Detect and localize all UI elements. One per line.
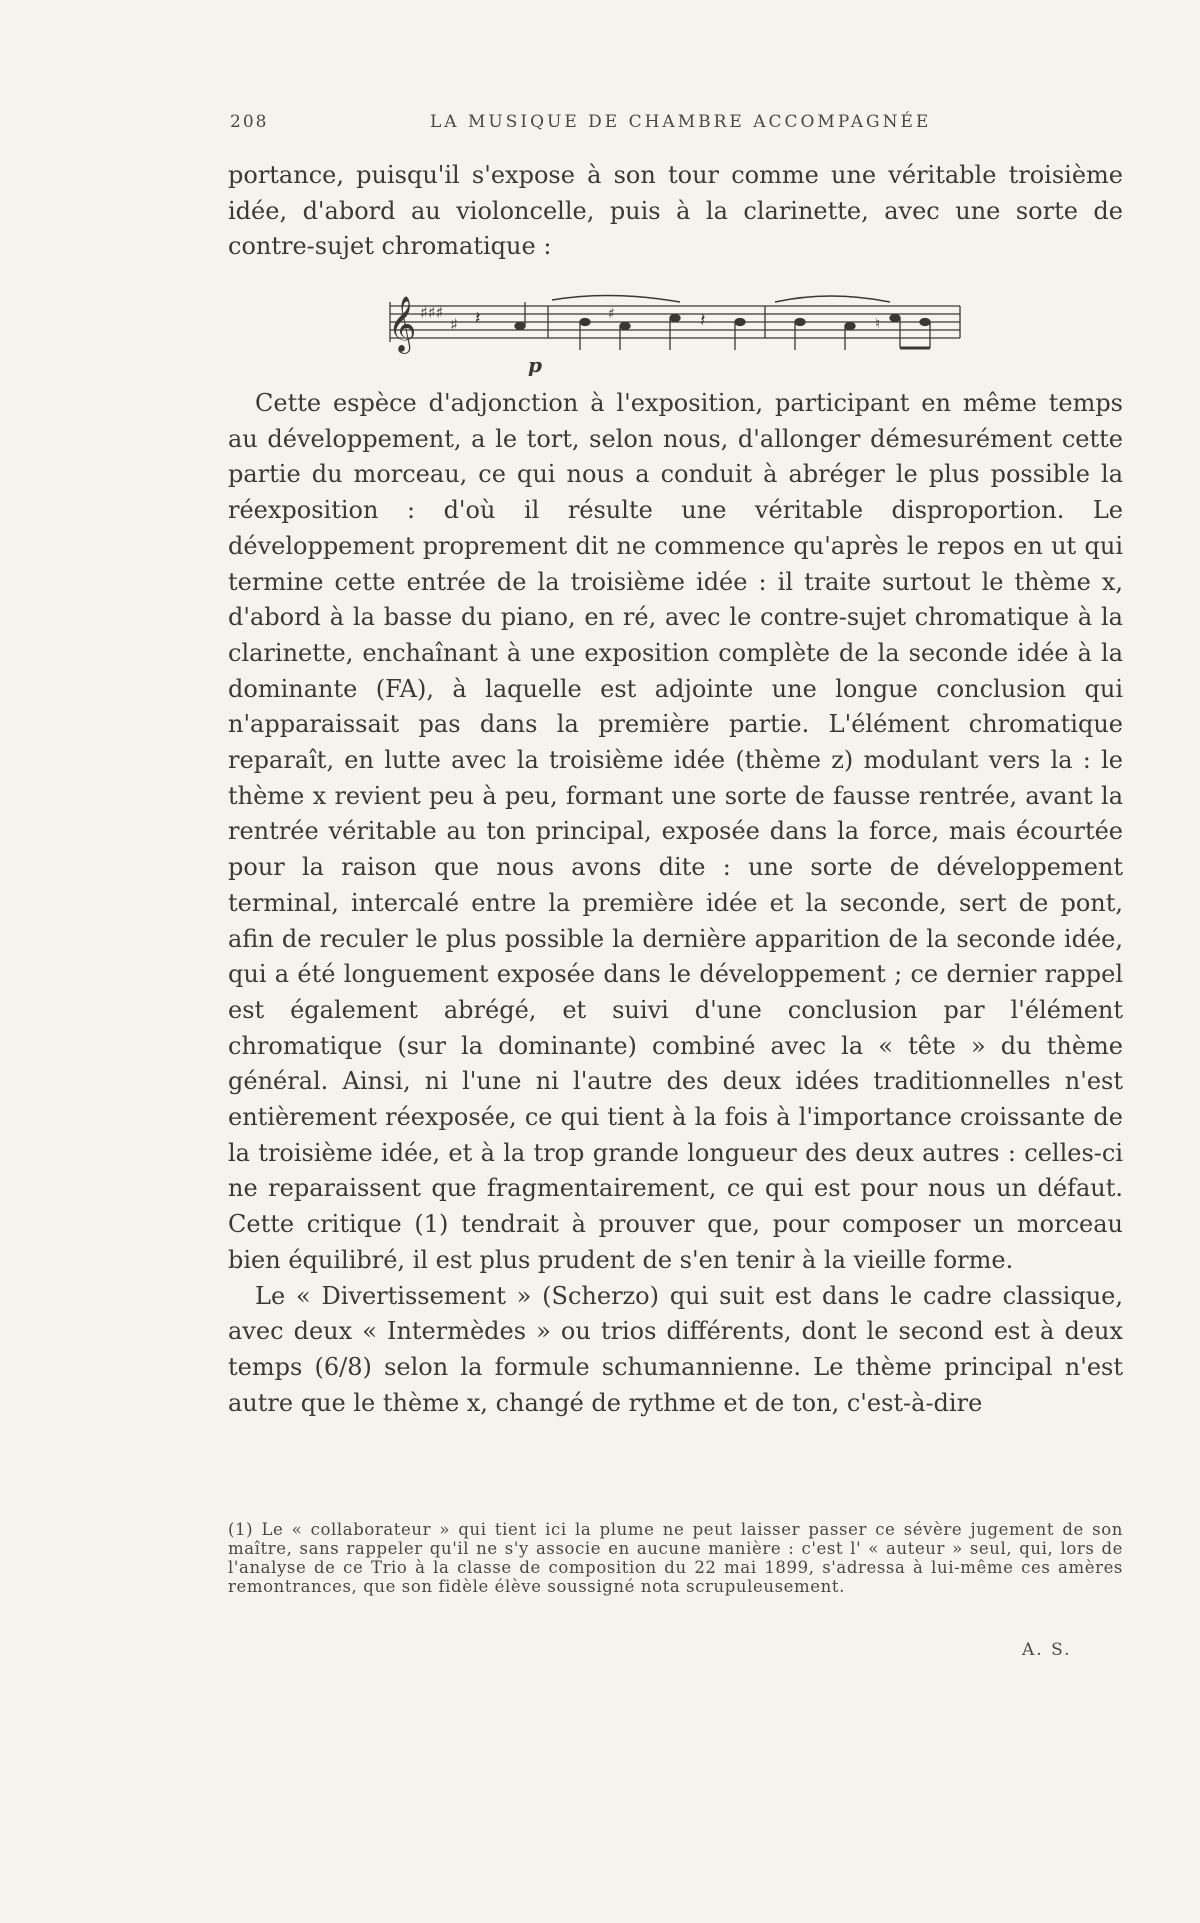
notes [515, 302, 930, 350]
music-example [380, 288, 980, 378]
slur-2 [775, 296, 890, 302]
sharp-accidental: ♯ [608, 306, 615, 322]
natural-accidental: ♮ [875, 316, 881, 332]
intro-paragraph [228, 158, 1123, 265]
slur-1 [552, 295, 680, 302]
running-title: LA MUSIQUE DE CHAMBRE ACCOMPAGNÉE [430, 112, 932, 132]
key-signature-2: ♯ [450, 315, 458, 334]
paragraph-1: Cette espèce d'adjonction à l'exposition, participant en même temps au développement, a le tort, selon nous, d'allonger démesurément cette partie du morceau, ce qui nous a conduit à abréger le plus possible la réexposition : d'où il résulte une véritable disproportion. Le développement proprement dit ne commence qu'après le repos en ut qui termine cette entrée de la troisième idée : il traite surtout le thème x, d'abord à la basse du piano, en ré, avec le contre-sujet chromatique à la clarinette, enchaînant à une exposition complète de la seconde idée à la dominante (FA), à laquelle est adjointe une longue conclusion qui n'apparaissait pas dans la première partie. L'élément chromatique reparaît, en lutte avec la troisième idée (thème z) modulant vers la : le thème x revient peu à peu, formant une sorte de fausse rentrée, avant la rentrée véritable au ton principal, exposée dans la force, mais écourtée pour la raison que nous avons dite : une sorte de développement terminal, intercalé entre la première idée et la seconde, sert de pont, afin de reculer le plus possible la dernière apparition de la seconde idée, qui a été longuement exposée dans le développement ; ce dernier rappel est également abrégé, et suivi d'une conclusion par l'élément chromatique (sur la dominante) combiné avec la « tête » du thème général. Ainsi, ni l'une ni l'autre des deux idées traditionnelles n'est entièrement réexposée, ce qui tient à la fois à l'importance croissante de la troisième idée, et à la trop grande longueur des deux autres : celles-ci ne reparaissent que fragmentairement, ce qui est pour nous un défaut. Cette critique (1) tendrait à prouver que, pour composer un morceau bien équilibré, il est plus prudent de s'en tenir à la vieille forme. [228, 389, 1123, 1274]
key-signature: ♯♯♯ [420, 303, 444, 322]
rest-2: 𝄽 [700, 310, 706, 331]
dynamic-marking: p [528, 353, 542, 377]
intro-text: portance, puisqu'il s'expose à son tour comme une véritable troisième idée, d'abord au violoncelle, puis à la clarinette, avec une sorte de contre-sujet chromatique : [228, 161, 1123, 261]
treble-clef-icon: 𝄞 [388, 296, 417, 352]
main-body [228, 386, 1123, 1421]
page-number: 208 [230, 112, 269, 132]
paragraph-2: Le « Divertissement » (Scherzo) qui suit est dans le cadre classique, avec deux « Intermèdes » ou trios différents, dont le second est à deux temps (6/8) selon la formule schumannienne. Le thème principal n'est autre que le thème x, changé de rythme et de ton, c'est-à-dire [228, 1281, 1123, 1417]
rest-1: 𝄽 [475, 308, 481, 329]
footnote-text: (1) Le « collaborateur » qui tient ici la plume ne peut laisser passer ce sévère jugement de son maître, sans rappeler qu'il ne s'y associe en aucune manière : c'est l' « auteur » seul, qui, lors de l'analyse de ce Trio à la classe de composition du 22 mai 1899, s'adressa à lui-même ces amères remontrances, que son fidèle élève soussigné nota scrupuleusement. [228, 1520, 1123, 1596]
footnote [228, 1520, 1123, 1596]
footnote-signature: A. S. [1022, 1640, 1072, 1660]
